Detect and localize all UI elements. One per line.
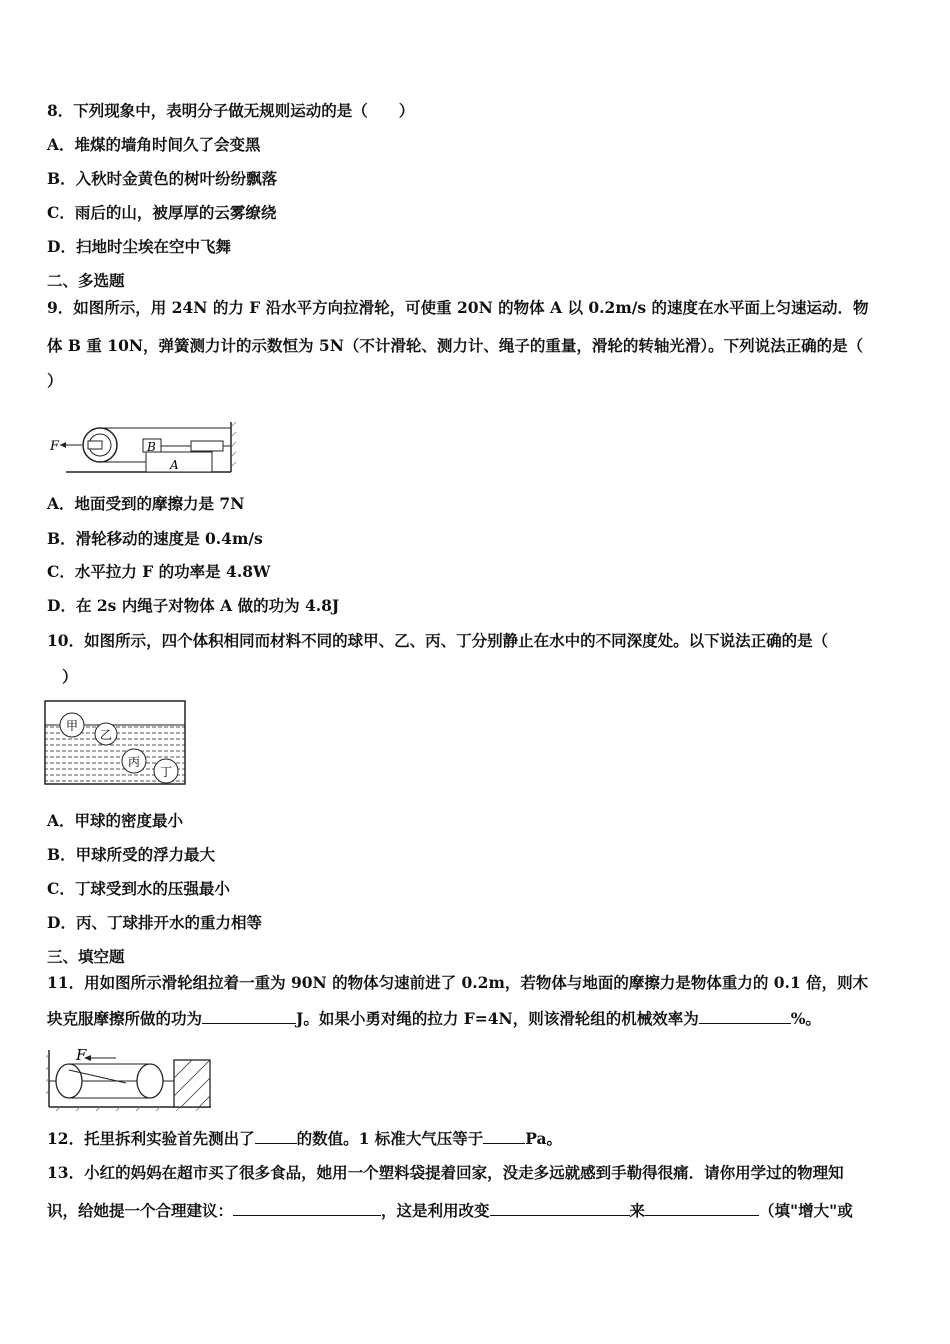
question-stem: 11．用如图所示滑轮组拉着一重为 90N 的物体匀速前进了 0.2m，若物体与地面的摩擦力是物体重力的 0.1 倍，则木 <box>47 973 869 992</box>
text-segment: 的数值。1 标准大气压等于 <box>296 1129 484 1148</box>
ball-yi-label: 乙 <box>99 728 113 742</box>
text-segment: 12．托里拆利实验首先测出了 <box>47 1129 255 1148</box>
option-a: A．堆煤的墙角时间久了会变黑 <box>47 135 261 154</box>
option-d: D．扫地时尘埃在空中飞舞 <box>47 237 231 256</box>
question-stem-cont <box>47 1201 853 1221</box>
text-segment: 识，给她提一个合理建议： <box>47 1201 234 1220</box>
question-stem: 13．小红的妈妈在超市买了很多食品，她用一个塑料袋提着回家，没走多远就感到手勒得很痛．请你用学过的物理知 <box>47 1163 844 1182</box>
q12 <box>47 1129 562 1149</box>
text-segment: Pa。 <box>525 1129 563 1148</box>
answer-blank[interactable] <box>490 1201 630 1216</box>
answer-blank[interactable] <box>699 1009 791 1024</box>
option-d: D．在 2s 内绳子对物体 A 做的功为 4.8J <box>47 596 340 615</box>
question-stem: 10．如图所示，四个体积相同而材料不同的球甲、乙、丙、丁分别静止在水中的不同深度处。以下说法正确的是（ <box>47 631 829 650</box>
section-heading: 二、多选题 <box>47 271 125 290</box>
option-b: B．滑轮移动的速度是 0.4m/s <box>47 529 263 548</box>
question-stem: 8．下列现象中，表明分子做无规则运动的是（ ） <box>47 101 415 120</box>
water-tank-diagram <box>44 700 188 786</box>
force-label: F <box>50 439 60 454</box>
answer-blank[interactable] <box>202 1009 296 1024</box>
text-segment: 来 <box>629 1201 646 1220</box>
text-segment: ，这是利用改变 <box>381 1201 490 1220</box>
force-label: F <box>76 1048 87 1064</box>
question-stem: 9．如图所示，用 24N 的力 F 沿水平方向拉滑轮，可使重 20N 的物体 A 以 0.2m/s 的速度在水平面上匀速运动．物 <box>47 298 869 317</box>
option-d: D．丙、丁球排开水的重力相等 <box>47 913 262 932</box>
ball-jia-label: 甲 <box>65 719 79 733</box>
ball-bing-label: 丙 <box>127 755 141 769</box>
option-c: C．雨后的山，被厚厚的云雾缭绕 <box>47 203 277 222</box>
question-stem-cont: ） <box>47 371 63 390</box>
pulley-block-diagram <box>46 1048 216 1112</box>
answer-blank[interactable] <box>233 1201 381 1216</box>
answer-blank[interactable] <box>483 1129 525 1144</box>
section-heading: 三、填空题 <box>47 947 125 966</box>
option-c: C．水平拉力 F 的功率是 4.8W <box>47 562 271 581</box>
option-b: B．甲球所受的浮力最大 <box>47 845 216 864</box>
text-segment: %。 <box>790 1009 821 1028</box>
option-a: A．地面受到的摩擦力是 7N <box>47 494 245 513</box>
block-a-label: A <box>170 458 179 472</box>
question-stem-cont: ） <box>62 667 78 686</box>
answer-blank[interactable] <box>645 1201 759 1216</box>
block-b-label: B <box>147 440 156 454</box>
answer-blank[interactable] <box>255 1129 297 1144</box>
option-a: A．甲球的密度最小 <box>47 811 184 830</box>
option-b: B．入秋时金黄色的树叶纷纷飘落 <box>47 169 278 188</box>
question-stem-cont <box>47 1009 821 1029</box>
text-segment: （填"增大"或 <box>759 1201 853 1220</box>
question-stem-cont: 体 B 重 10N，弹簧测力计的示数恒为 5N（不计滑轮、测力计、绳子的重量，滑轮的转轴光滑）。下列说法正确的是（ <box>47 336 864 355</box>
option-c: C．丁球受到水的压强最小 <box>47 879 230 898</box>
ball-ding-label: 丁 <box>159 765 173 779</box>
pulley-diagram <box>46 420 236 478</box>
text-segment: 块克服摩擦所做的功为 <box>47 1009 203 1028</box>
text-segment: J。如果小勇对绳的拉力 F=4N，则该滑轮组的机械效率为 <box>296 1009 699 1028</box>
